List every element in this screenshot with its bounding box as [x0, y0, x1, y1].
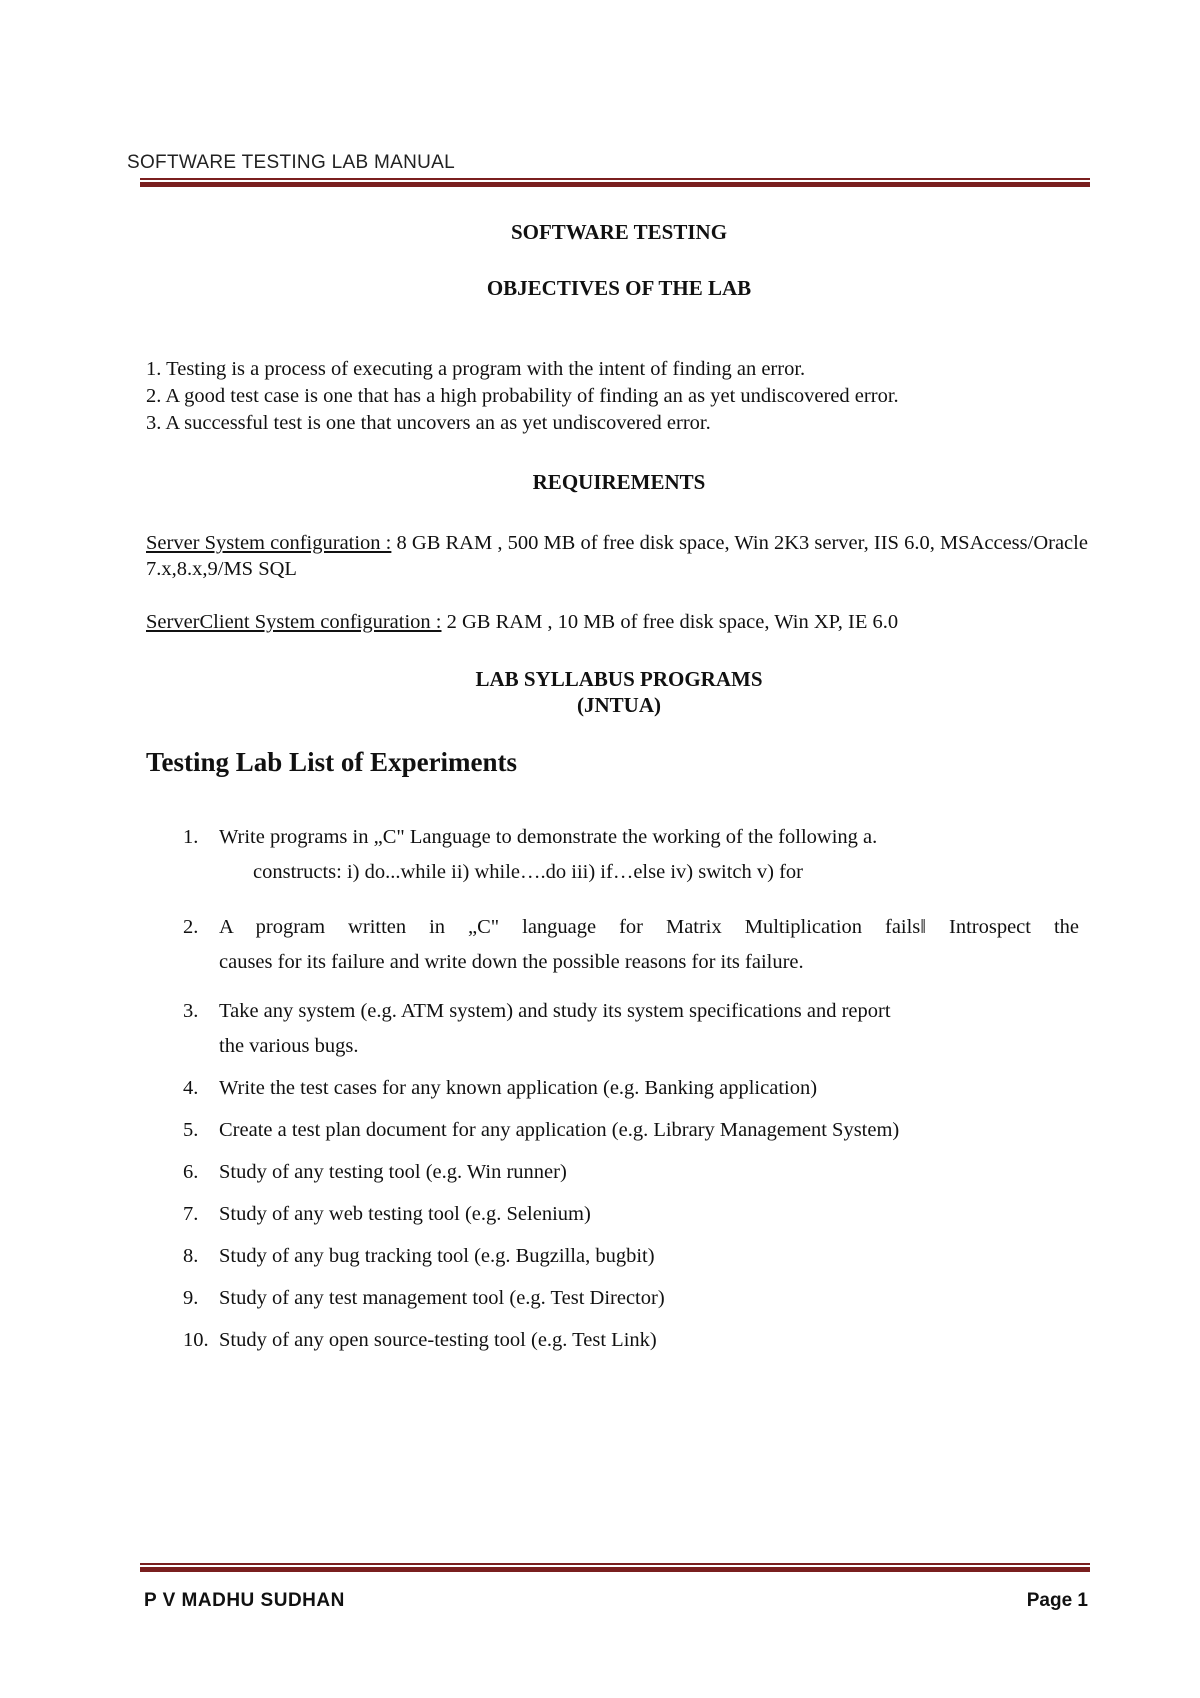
objective-item: 1. Testing is a process of executing a program with the intent of finding an error.	[146, 358, 806, 380]
experiment-number: 7.	[183, 1203, 199, 1225]
experiment-item	[183, 1197, 1083, 1232]
experiment-item	[183, 910, 1083, 980]
experiment-number: 4.	[183, 1077, 199, 1099]
footer-author: P V MADHU SUDHAN	[144, 1590, 345, 1611]
experiment-item	[183, 1155, 1083, 1190]
experiment-item	[183, 1071, 1083, 1106]
experiment-number: 3.	[183, 1000, 199, 1022]
experiment-number: 10.	[183, 1329, 209, 1351]
experiment-text: Write programs in „C" Language to demonstrate the working of the following a.	[219, 826, 878, 848]
experiment-text: A program written in „C" language for Matrix Multiplication fails‖ Introspect the	[219, 916, 1079, 938]
objectives-list	[146, 356, 899, 437]
client-config-label: ServerClient System configuration :	[146, 611, 442, 633]
client-config	[146, 609, 1106, 635]
footer-rule-thin	[140, 1563, 1090, 1565]
experiment-text: Study of any open source-testing tool (e.g. Test Link)	[219, 1329, 657, 1351]
page-title: SOFTWARE TESTING	[510, 220, 728, 244]
experiment-text-continued: constructs: i) do...while ii) while….do iii) if…else iv) switch v) for	[253, 861, 803, 883]
header-rule-thick	[140, 182, 1090, 187]
experiment-number: 9.	[183, 1287, 199, 1309]
header-title: SOFTWARE TESTING LAB MANUAL	[127, 152, 455, 173]
objectives-heading: OBJECTIVES OF THE LAB	[486, 276, 752, 300]
experiment-text-continued: causes for its failure and write down the possible reasons for its failure.	[219, 951, 804, 973]
experiments-heading: Testing Lab List of Experiments	[146, 747, 518, 777]
experiment-text: Study of any testing tool (e.g. Win runner)	[219, 1161, 567, 1183]
experiment-text: Study of any web testing tool (e.g. Selenium)	[219, 1203, 591, 1225]
experiment-text: Write the test cases for any known application (e.g. Banking application)	[219, 1077, 818, 1099]
requirements-heading: REQUIREMENTS	[532, 470, 706, 494]
experiment-text: Create a test plan document for any application (e.g. Library Management System)	[219, 1119, 900, 1141]
syllabus-heading: LAB SYLLABUS PROGRAMS	[475, 667, 763, 691]
experiment-number: 2.	[183, 916, 199, 938]
objective-item: 2. A good test case is one that has a high probability of finding an as yet undiscovered error.	[146, 385, 899, 407]
experiment-item	[183, 1239, 1083, 1274]
footer-page-number: Page 1	[1026, 1590, 1088, 1611]
server-config-text: 8 GB RAM , 500 MB of free disk space, Win 2K3 server, IIS 6.0, MSAccess/Oracle 7.x,8.x,9/MS SQL	[146, 532, 1088, 580]
syllabus-subheading: (JNTUA)	[577, 693, 661, 717]
experiment-item	[183, 1113, 1083, 1148]
client-config-text: 2 GB RAM , 10 MB of free disk space, Win XP, IE 6.0	[441, 611, 899, 633]
experiment-text: Study of any test management tool (e.g. Test Director)	[219, 1287, 665, 1309]
experiment-text: Take any system (e.g. ATM system) and study its system specifications and report	[219, 1000, 891, 1022]
experiment-text-continued: the various bugs.	[219, 1035, 359, 1057]
objective-item: 3. A successful test is one that uncovers an as yet undiscovered error.	[146, 412, 711, 434]
footer-rule-thick	[140, 1567, 1090, 1572]
experiment-item	[183, 994, 1083, 1064]
experiment-item	[183, 1281, 1083, 1316]
experiment-item	[183, 820, 1083, 890]
server-config-label: Server System configuration :	[146, 532, 392, 554]
experiment-number: 8.	[183, 1245, 199, 1267]
experiment-number: 6.	[183, 1161, 199, 1183]
experiment-number: 5.	[183, 1119, 199, 1141]
experiment-text: Study of any bug tracking tool (e.g. Bugzilla, bugbit)	[219, 1245, 655, 1267]
experiment-item	[183, 1323, 1083, 1358]
server-config	[146, 530, 1106, 582]
header-rule-thin	[140, 178, 1090, 180]
experiment-number: 1.	[183, 826, 199, 848]
